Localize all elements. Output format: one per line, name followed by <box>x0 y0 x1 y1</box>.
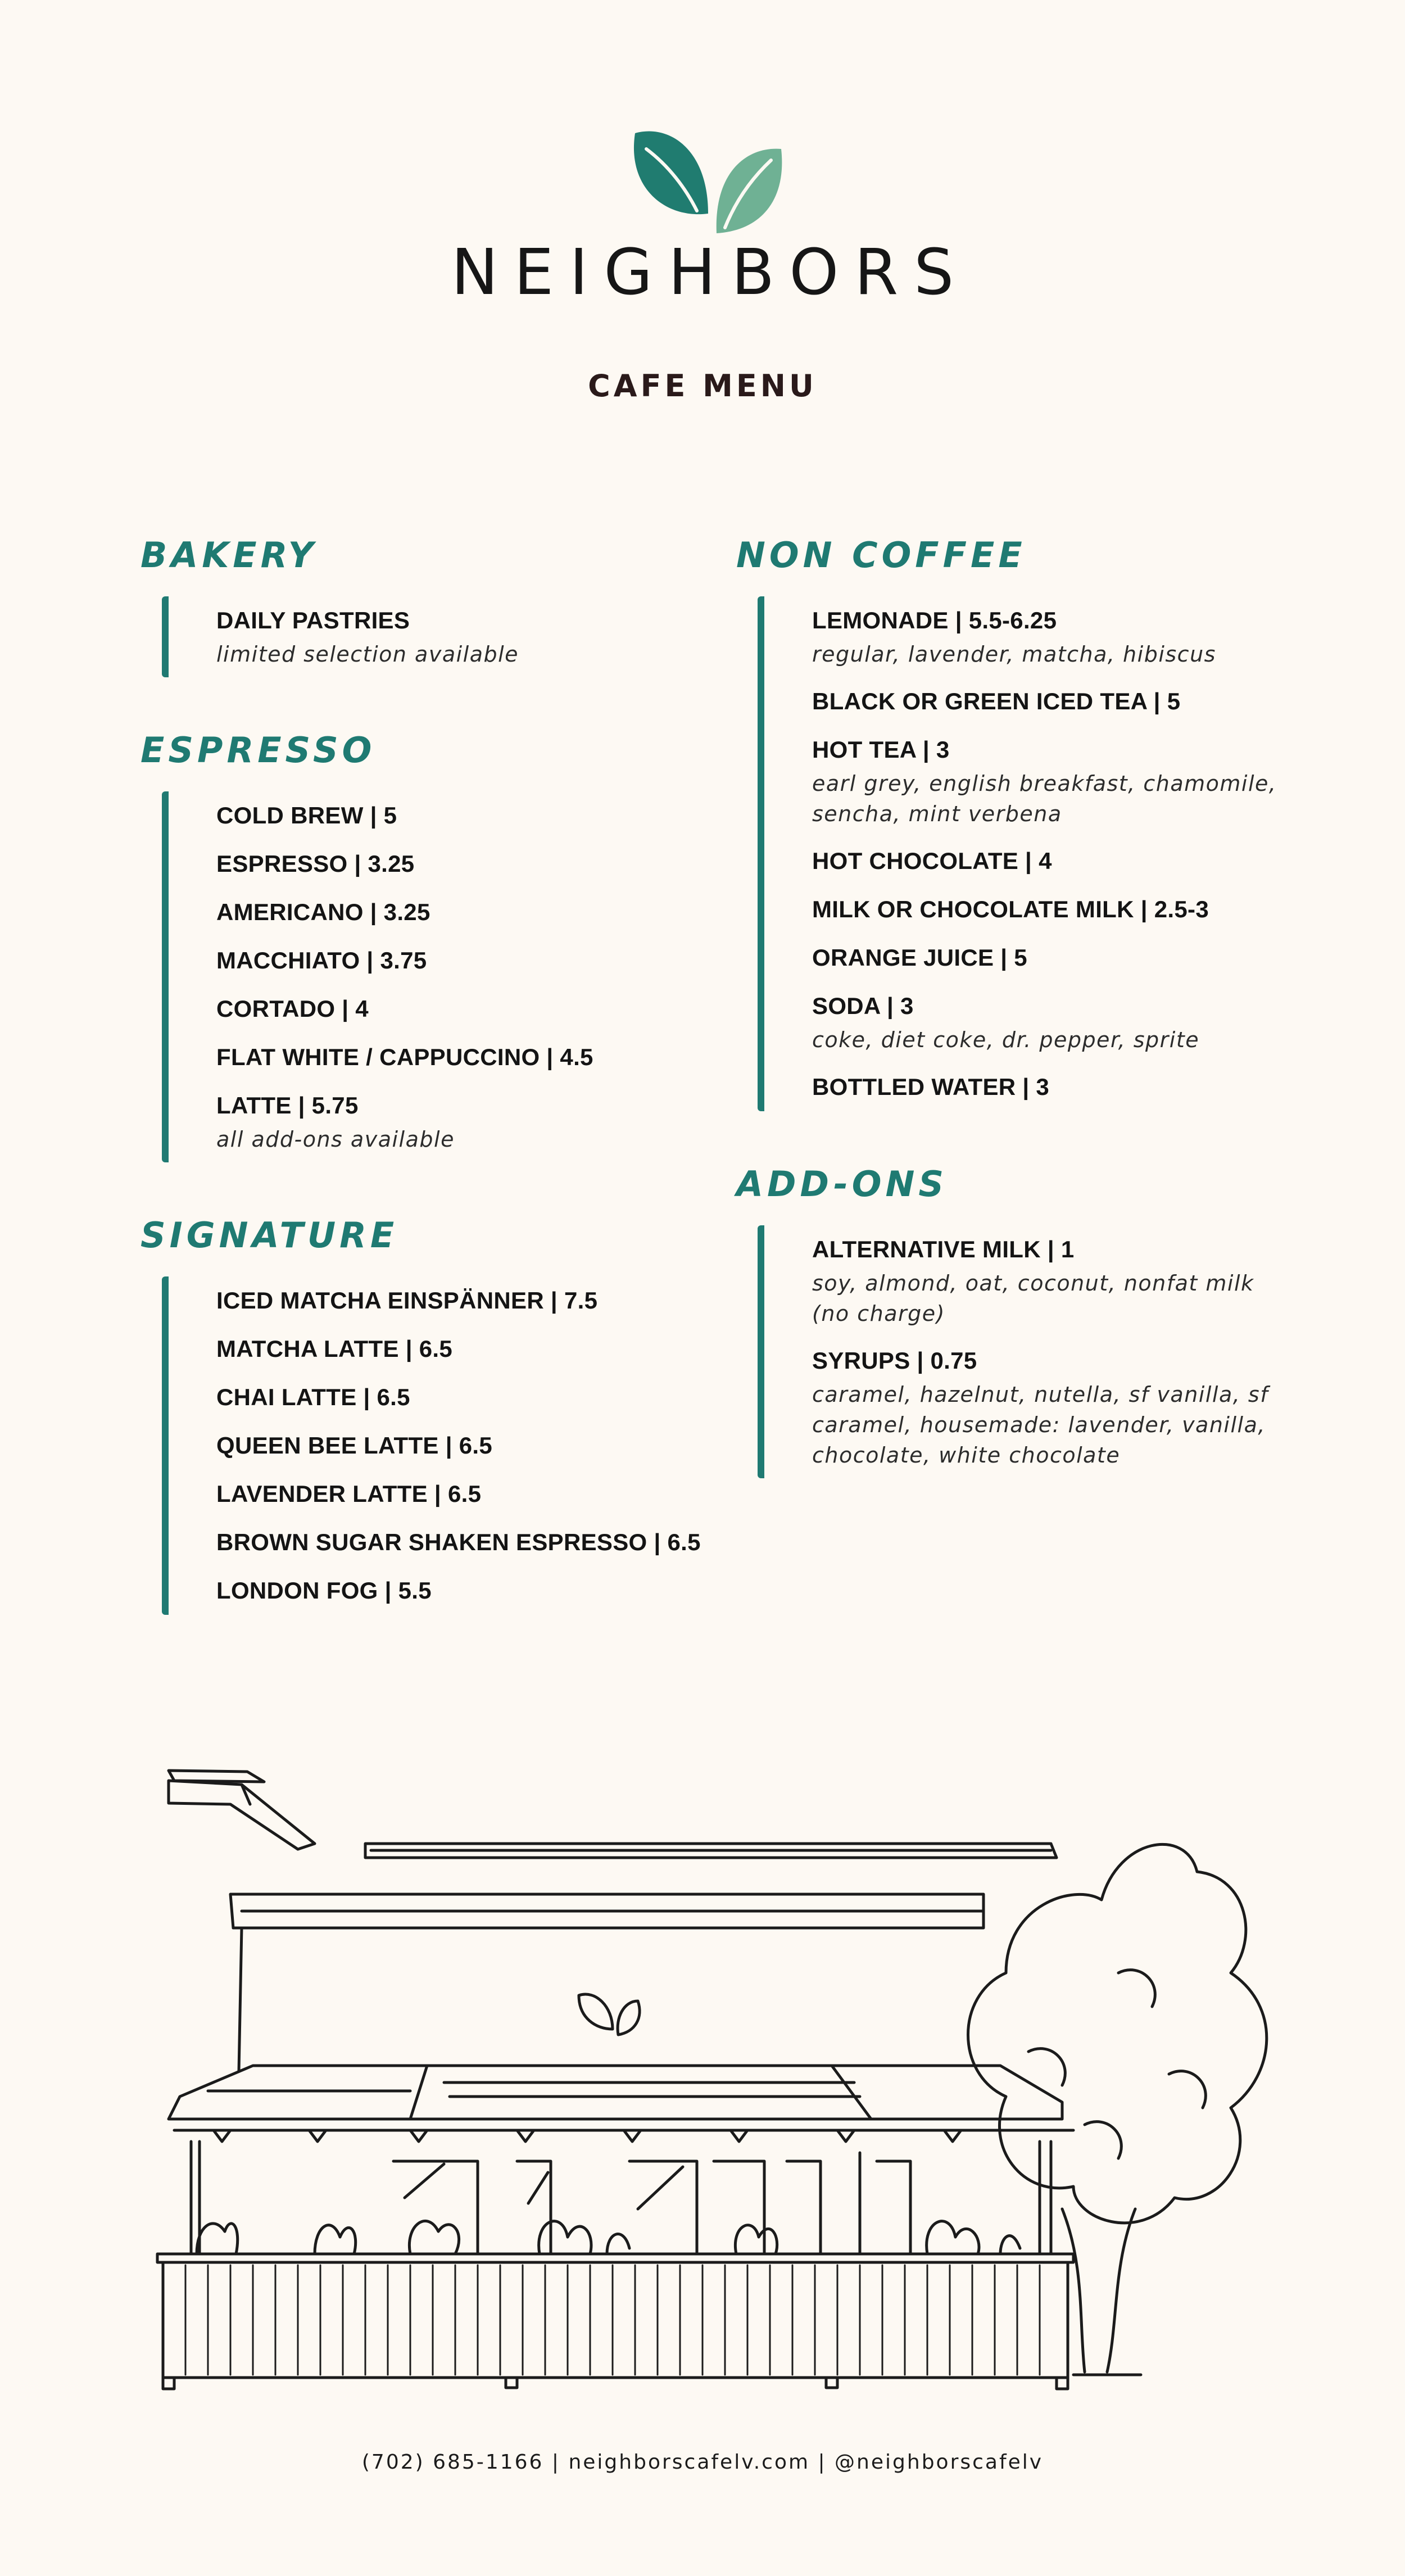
item-description: limited selection available <box>216 642 519 667</box>
cafe-storefront-illustration <box>129 1759 1287 2400</box>
menu-item <box>216 1276 703 1325</box>
menu-item <box>812 982 1298 1063</box>
section-items <box>758 596 1298 1111</box>
menu-item <box>812 837 1298 885</box>
item-description: all add-ons available <box>216 1127 455 1152</box>
menu-item <box>216 1470 703 1518</box>
menu-item <box>812 726 1298 837</box>
menu-item <box>812 1225 1298 1337</box>
item-name: ESPRESSO | 3.25 <box>216 850 415 877</box>
item-name: ICED MATCHA EINSPÄNNER | 7.5 <box>216 1287 598 1314</box>
item-name: MILK OR CHOCOLATE MILK | 2.5-3 <box>812 896 1209 922</box>
section-title: SIGNATURE <box>140 1215 398 1256</box>
item-name: CORTADO | 4 <box>216 995 369 1022</box>
menu-item <box>812 677 1298 726</box>
item-name: FLAT WHITE / CAPPUCCINO | 4.5 <box>216 1044 593 1070</box>
item-name: HOT CHOCOLATE | 4 <box>812 848 1052 874</box>
menu-item <box>812 1337 1298 1478</box>
item-name: DAILY PASTRIES <box>216 607 410 633</box>
menu-item <box>812 934 1298 982</box>
section-items <box>758 1225 1298 1478</box>
item-description: earl grey, english breakfast, chamomile, sencha, mint verbena <box>812 771 1277 826</box>
item-name: MATCHA LATTE | 6.5 <box>216 1335 453 1362</box>
section-title: ADD-ONS <box>736 1163 948 1205</box>
section-items <box>162 791 703 1162</box>
item-name: BOTTLED WATER | 3 <box>812 1074 1050 1100</box>
menu-item <box>216 888 703 936</box>
item-name: BROWN SUGAR SHAKEN ESPRESSO | 6.5 <box>216 1529 701 1555</box>
section-title: BAKERY <box>140 535 318 576</box>
menu-item <box>216 840 703 888</box>
item-name: HOT TEA | 3 <box>812 736 950 763</box>
section-signature <box>140 1208 703 1615</box>
section-add-ons <box>736 1157 1298 1478</box>
menu-item <box>216 985 703 1033</box>
menu-item <box>216 1567 703 1615</box>
item-name: ALTERNATIVE MILK | 1 <box>812 1236 1075 1262</box>
menu-item <box>812 596 1298 677</box>
item-name: AMERICANO | 3.25 <box>216 899 430 925</box>
section-title: ESPRESSO <box>140 730 376 771</box>
section-espresso <box>140 723 703 1162</box>
item-name: QUEEN BEE LATTE | 6.5 <box>216 1432 493 1459</box>
item-description: caramel, hazelnut, nutella, sf vanilla, sf caramel, housemade: lavender, vanilla, chocolate, white chocolate <box>812 1382 1269 1468</box>
menu-item <box>216 791 703 840</box>
item-description: soy, almond, oat, coconut, nonfat milk (no charge) <box>812 1271 1254 1326</box>
section-items <box>162 1276 703 1615</box>
item-name: CHAI LATTE | 6.5 <box>216 1384 410 1410</box>
menu-item <box>216 1033 703 1081</box>
item-name: SYRUPS | 0.75 <box>812 1347 977 1374</box>
menu-item <box>216 1421 703 1470</box>
brand-name: NEIGHBORS <box>451 236 970 309</box>
footer-contact: (702) 685-1166 | neighborscafelv.com | @neighborscafelv <box>361 2451 1044 2474</box>
item-name: LEMONADE | 5.5-6.25 <box>812 607 1057 633</box>
menu-item <box>216 1081 703 1162</box>
menu-subtitle: CAFE MENU <box>588 368 817 404</box>
item-name: LAVENDER LATTE | 6.5 <box>216 1481 482 1507</box>
item-name: COLD BREW | 5 <box>216 802 397 829</box>
item-description: coke, diet coke, dr. pepper, sprite <box>812 1027 1200 1052</box>
section-items <box>162 596 703 677</box>
item-name: ORANGE JUICE | 5 <box>812 944 1027 971</box>
item-name: SODA | 3 <box>812 993 914 1019</box>
menu-right-column <box>736 528 1298 1524</box>
menu-item <box>216 1325 703 1373</box>
menu-item <box>812 1063 1298 1111</box>
item-name: LONDON FOG | 5.5 <box>216 1577 432 1604</box>
menu-item <box>216 1518 703 1567</box>
item-name: BLACK OR GREEN ICED TEA | 5 <box>812 688 1181 714</box>
menu-left-column <box>140 528 703 1661</box>
two-leaves-icon <box>624 126 787 239</box>
menu-item <box>812 885 1298 934</box>
menu-item <box>216 1373 703 1421</box>
section-title: NON COFFEE <box>736 535 1026 576</box>
section-bakery <box>140 528 703 677</box>
menu-item <box>216 596 703 677</box>
section-non-coffee <box>736 528 1298 1111</box>
item-name: LATTE | 5.75 <box>216 1092 359 1119</box>
item-description: regular, lavender, matcha, hibiscus <box>812 642 1216 667</box>
item-name: MACCHIATO | 3.75 <box>216 947 427 974</box>
menu-item <box>216 936 703 985</box>
